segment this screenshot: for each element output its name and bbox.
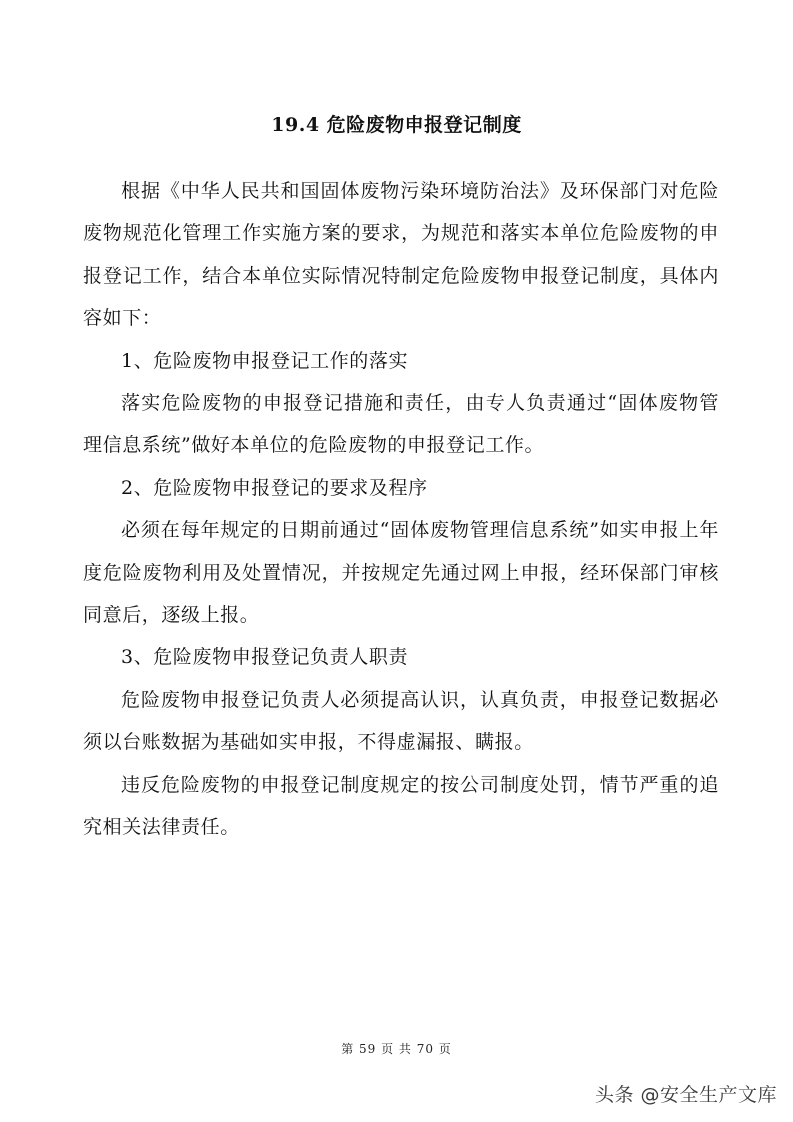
- paragraph-section-2: 必须在每年规定的日期前通过“固体废物管理信息系统”如实申报上年度危险废物利用及处置情况，并按规定先通过网上申报，经环保部门审核同意后，逐级上报。: [83, 519, 719, 627]
- section-heading-2: 2、危险废物申报登记的要求及程序: [121, 476, 428, 499]
- page-number-footer: 第 59 页 共 70 页: [341, 1042, 452, 1056]
- paragraph-intro: 根据《中华人民共和国固体废物污染环境防治法》及环保部门对危险废物规范化管理工作实施方案的要求，为规范和落实本单位危险废物的申报登记工作，结合本单位实际情况特制定危险废物申报登记制度，具体内容如下：: [83, 180, 719, 330]
- paragraph-penalty: 违反危险废物的申报登记制度规定的按公司制度处罚，情节严重的追究相关法律责任。: [83, 773, 719, 839]
- source-watermark: 头条 @安全生产文库: [594, 1084, 777, 1106]
- section-heading-3: 3、危险废物申报登记负责人职责: [121, 646, 409, 669]
- document-body: [83, 170, 719, 849]
- section-heading-1: 1、危险废物申报登记工作的落实: [121, 349, 409, 372]
- document-title: 19.4 危险废物申报登记制度: [271, 114, 522, 136]
- paragraph-section-3: 危险废物申报登记负责人必须提高认识，认真负责，申报登记数据必须以台账数据为基础如实申报，不得虚漏报、瞒报。: [83, 688, 719, 754]
- paragraph-section-1: 落实危险废物的申报登记措施和责任，由专人负责通过“固体废物管理信息系统”做好本单位的危险废物的申报登记工作。: [83, 392, 719, 457]
